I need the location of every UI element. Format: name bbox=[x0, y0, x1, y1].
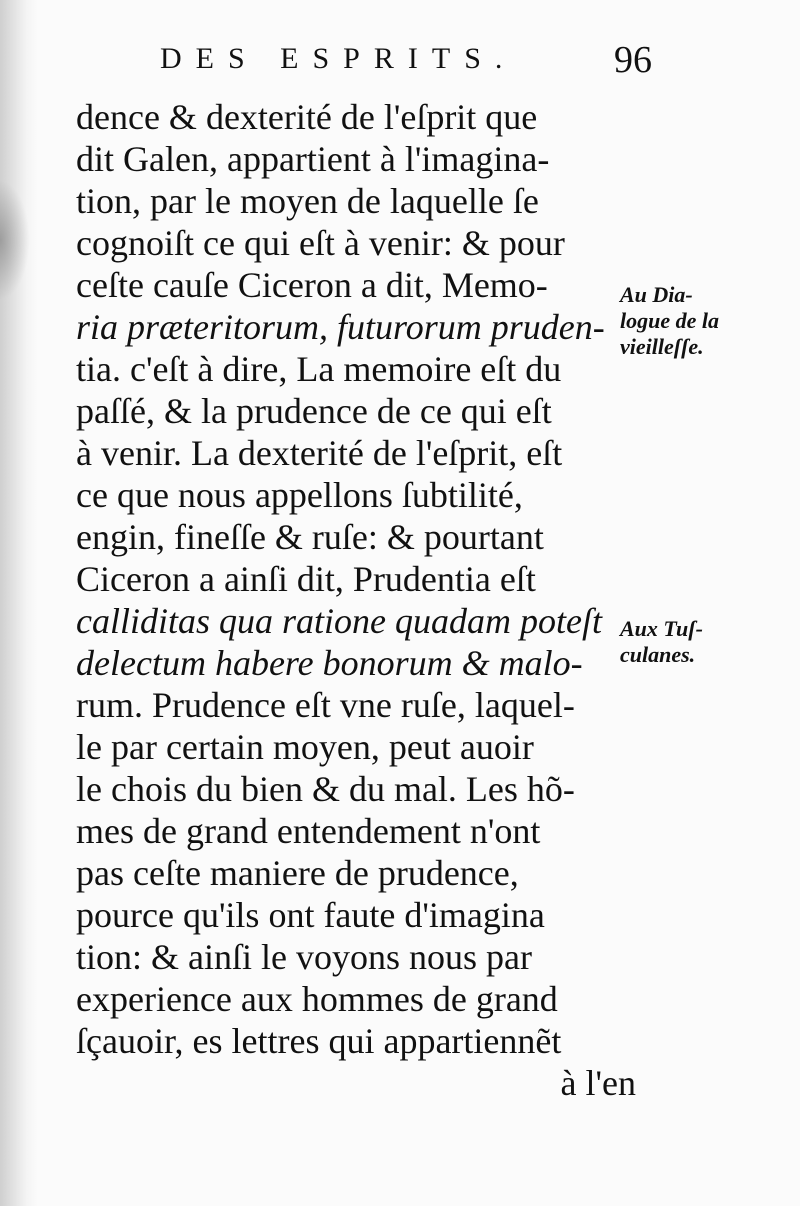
text-line: dit Galen, appartient à l'imagina- bbox=[76, 139, 550, 179]
margin-note-line: Au Dia- bbox=[620, 282, 693, 307]
text-line: tia. c'eſt à dire, La memoire eſt du bbox=[76, 349, 562, 389]
ink-smudge bbox=[0, 180, 30, 300]
text-line: tion, par le moyen de laquelle ſe bbox=[76, 181, 539, 221]
text-line: delectum habere bonorum & malo- bbox=[76, 643, 583, 683]
text-line: calliditas qua ratione quadam poteſt bbox=[76, 601, 602, 641]
page-header bbox=[160, 38, 660, 88]
page-number: 96 bbox=[614, 39, 652, 81]
text-line: pource qu'ils ont faute d'imagina bbox=[76, 895, 545, 935]
text-line: paſſé, & la prudence de ce qui eſt bbox=[76, 391, 552, 431]
margin-note-dialogue bbox=[620, 282, 795, 360]
text-line: le par certain moyen, peut auoir bbox=[76, 727, 534, 767]
margin-note-line: logue de la bbox=[620, 308, 719, 333]
text-line: tion: & ainſi le voyons nous par bbox=[76, 937, 532, 977]
text-line: à venir. La dexterité de l'eſprit, eſt bbox=[76, 433, 563, 473]
text-line: Ciceron a ainſi dit, Prudentia eſt bbox=[76, 559, 536, 599]
text-line: pas ceſte maniere de prudence, bbox=[76, 853, 519, 893]
text-line: le chois du bien & du mal. Les hõ- bbox=[76, 769, 575, 809]
running-title: DES ESPRITS. bbox=[160, 42, 517, 75]
text-line: ceſte cauſe Ciceron a dit, Memo- bbox=[76, 265, 548, 305]
text-line: engin, fineſſe & ruſe: & pourtant bbox=[76, 517, 544, 557]
text-line: ſçauoir, es lettres qui appartiennẽt bbox=[76, 1021, 562, 1061]
text-line: dence & dexterité de l'eſprit que bbox=[76, 97, 538, 137]
text-line: rum. Prudence eſt vne ruſe, laquel- bbox=[76, 685, 575, 725]
margin-note-line: Aux Tuſ- bbox=[620, 616, 703, 641]
text-line: experience aux hommes de grand bbox=[76, 979, 558, 1019]
text-line: mes de grand entendement n'ont bbox=[76, 811, 541, 851]
text-line: ce que nous appellons ſubtilité, bbox=[76, 475, 523, 515]
text-line: ria præteritorum, futurorum pruden- bbox=[76, 307, 605, 347]
margin-note-line: vieilleſſe. bbox=[620, 334, 704, 359]
catchword: à l'en bbox=[560, 1063, 636, 1103]
margin-note-tusculanes bbox=[620, 616, 795, 668]
margin-note-line: culanes. bbox=[620, 642, 696, 667]
body-text bbox=[76, 96, 636, 1104]
text-line: cognoiſt ce qui eſt à venir: & pour bbox=[76, 223, 565, 263]
